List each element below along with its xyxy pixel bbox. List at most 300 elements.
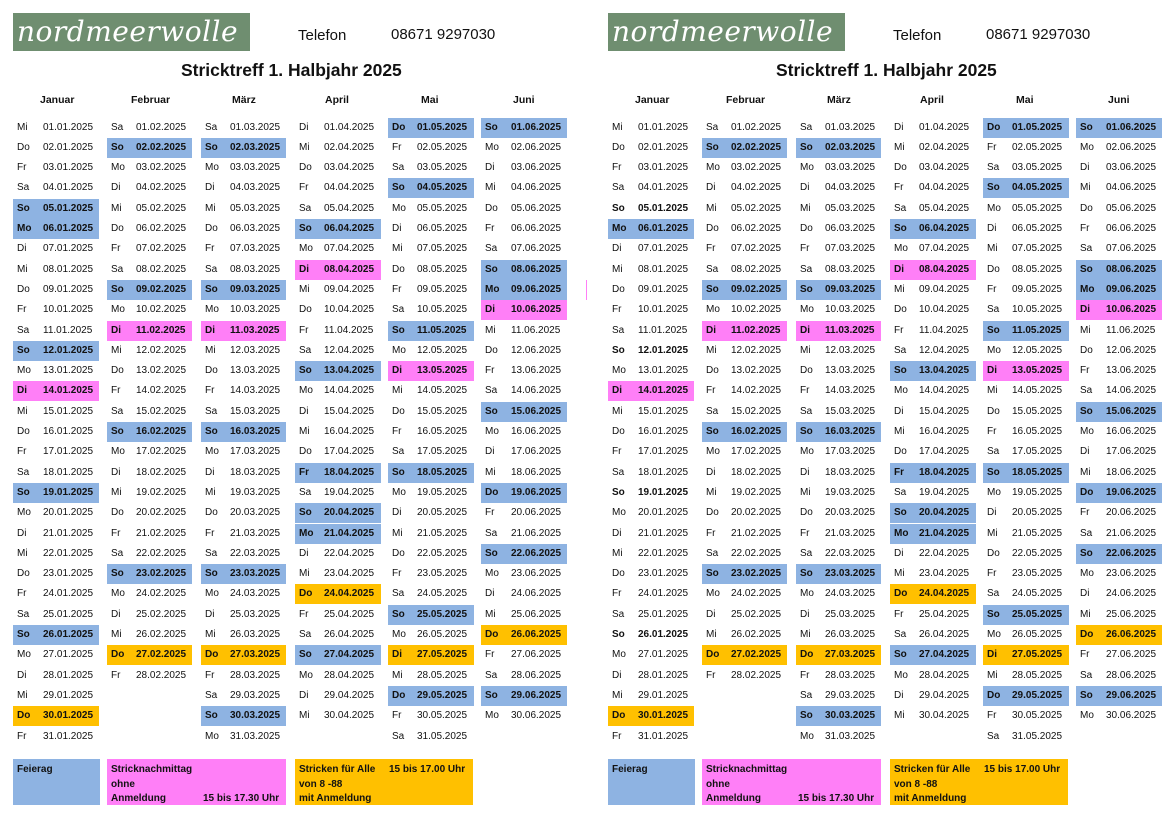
weekday: Mo [1080,710,1094,722]
legend-stricken-time: 15 bis 17.00 Uhr [984,764,1061,775]
calendar-day [608,463,694,483]
calendar-day [481,321,567,341]
date: 13.03.2025 [825,365,876,377]
calendar-day [890,321,976,341]
weekday: Mo [987,344,1001,356]
date: 16.02.2025 [731,426,782,437]
date: 16.01.2025 [43,426,94,437]
date: 02.06.2025 [511,141,562,153]
calendar-day [388,422,474,442]
calendar-day [890,118,976,138]
weekday: So [392,608,405,620]
calendar-day [481,341,567,361]
weekday: Di [800,182,810,194]
weekday: Mi [17,689,28,701]
weekday: Do [894,304,907,316]
calendar-day [702,219,787,239]
calendar-day [295,422,381,442]
calendar-day [13,584,99,604]
date: 16.04.2025 [324,426,375,437]
calendar-day [201,524,286,544]
calendar-day [796,260,881,280]
calendar-day [983,341,1069,361]
weekday: So [706,141,719,153]
calendar-day [201,118,286,138]
date: 08.02.2025 [136,263,187,275]
weekday: Sa [894,486,907,498]
calendar-day [890,584,976,604]
date: 20.04.2025 [919,507,970,519]
calendar-day [796,158,881,178]
date: 11.04.2025 [919,324,969,336]
weekday: Fr [987,141,997,153]
calendar-day [107,239,192,259]
weekday: Mi [800,344,811,356]
calendar-day [796,118,881,138]
weekday: So [111,141,124,153]
date: 27.03.2025 [230,649,281,661]
weekday: So [612,486,625,498]
date: 05.06.2025 [511,202,562,214]
weekday: So [987,466,1000,478]
date: 27.01.2025 [638,649,689,661]
date: 04.01.2025 [43,182,94,194]
calendar-day [1076,158,1162,178]
weekday: Sa [612,466,625,478]
date: 24.04.2025 [919,588,970,600]
date: 29.05.2025 [417,689,468,701]
date: 29.03.2025 [825,689,876,701]
weekday: Fr [612,588,622,600]
weekday: Mi [299,568,310,580]
weekday: Do [17,710,31,722]
calendar-day [796,645,881,665]
month-header: Februar [131,94,171,106]
month-header: Juni [1108,94,1130,106]
date: 08.06.2025 [1106,263,1157,275]
weekday: Mi [299,141,310,153]
date: 15.02.2025 [136,405,187,417]
calendar-day [983,544,1069,564]
weekday: So [987,608,1000,620]
calendar-day [890,503,976,523]
calendar-day [608,199,694,219]
calendar-day [983,645,1069,665]
date: 15.01.2025 [638,405,689,417]
date: 04.05.2025 [1012,182,1063,194]
weekday: Fr [987,426,997,437]
weekday: Sa [111,121,124,133]
calendar-day [796,321,881,341]
calendar-day [702,564,787,584]
date: 11.01.2025 [638,324,688,336]
calendar-day [295,239,381,259]
calendar-day [201,158,286,178]
date: 21.04.2025 [919,527,970,539]
date: 02.01.2025 [43,141,94,153]
date: 23.05.2025 [1012,568,1063,580]
calendar-day [295,645,381,665]
weekday: So [299,223,312,234]
calendar-day [201,564,286,584]
date: 21.06.2025 [511,527,562,539]
date: 19.01.2025 [638,486,689,498]
weekday: Sa [299,344,312,356]
weekday: Do [392,263,405,275]
date: 06.01.2025 [638,223,689,234]
calendar-day [388,280,474,300]
weekday: Fr [987,710,997,722]
weekday: Mo [485,141,499,153]
weekday: Do [612,710,626,722]
date: 27.06.2025 [511,649,562,661]
calendar-day [107,625,192,645]
weekday: Di [987,649,997,661]
weekday: Di [299,405,309,417]
calendar-day [608,666,694,686]
calendar-day [983,584,1069,604]
weekday: Fr [894,608,904,620]
weekday: Di [485,162,495,174]
date: 18.05.2025 [1012,466,1063,478]
calendar-day [107,483,192,503]
date: 28.04.2025 [919,669,970,681]
weekday: Mo [987,486,1001,498]
date: 05.03.2025 [825,202,876,214]
weekday: Do [392,121,406,133]
calendar-day [295,503,381,523]
weekday: Do [894,446,907,458]
calendar-day [481,503,567,523]
weekday: Do [17,141,30,153]
calendar-day [608,564,694,584]
weekday: Mo [17,507,31,519]
weekday: Di [17,527,27,539]
weekday: Mi [17,547,28,559]
phone-label: Telefon [298,27,347,44]
calendar-day [107,666,192,686]
weekday: Mo [111,588,125,600]
date: 27.04.2025 [324,649,375,661]
weekday: Mi [392,243,403,255]
date: 06.02.2025 [731,223,782,234]
calendar-day [796,381,881,401]
weekday: Fr [894,466,904,478]
date: 11.04.2025 [324,324,374,336]
date: 05.05.2025 [417,202,468,214]
date: 23.03.2025 [825,568,876,580]
month-header: März [827,94,851,106]
date: 09.04.2025 [919,283,970,295]
date: 23.06.2025 [1106,568,1157,580]
calendar-day [890,402,976,422]
calendar-day [13,178,99,198]
date: 14.05.2025 [417,385,468,397]
date: 23.01.2025 [43,568,94,580]
date: 03.03.2025 [230,162,281,174]
weekday: Fr [299,608,309,620]
date: 02.02.2025 [731,141,782,153]
weekday: So [392,324,405,336]
legend-stricken-label [894,763,970,807]
weekday: So [17,202,30,214]
date: 15.01.2025 [43,405,94,417]
weekday: So [485,547,498,559]
date: 12.01.2025 [638,344,689,356]
date: 14.06.2025 [1106,385,1157,397]
calendar-day [13,564,99,584]
calendar-day [983,524,1069,544]
weekday: Fr [1080,223,1090,234]
calendar-day [13,341,99,361]
weekday: Sa [299,202,312,214]
weekday: Mi [485,324,496,336]
weekday: Di [17,385,27,397]
date: 29.03.2025 [230,689,281,701]
calendar-day [107,280,192,300]
date: 03.06.2025 [1106,162,1157,174]
date: 10.03.2025 [825,304,876,316]
date: 11.06.2025 [511,324,561,336]
weekday: Mo [299,385,313,397]
date: 15.05.2025 [1012,405,1063,417]
date: 06.05.2025 [1012,223,1063,234]
calendar-day [107,645,192,665]
date: 25.06.2025 [1106,608,1157,620]
calendar-day [1076,402,1162,422]
calendar-day [388,584,474,604]
date: 08.03.2025 [825,263,876,275]
weekday: Fr [17,588,27,600]
weekday: Do [392,689,406,701]
weekday: Mo [800,304,814,316]
date: 21.02.2025 [136,527,187,539]
weekday: Do [485,629,499,640]
date: 01.06.2025 [1106,121,1157,133]
weekday: Do [987,121,1001,133]
date: 31.03.2025 [825,730,876,742]
date: 16.06.2025 [511,426,562,437]
weekday: Fr [894,324,904,336]
date: 17.06.2025 [1106,446,1157,458]
calendar-day [107,381,192,401]
weekday: Mi [706,344,717,356]
calendar-day [796,666,881,686]
date: 20.03.2025 [230,507,281,519]
date: 30.06.2025 [1106,710,1157,722]
weekday: Do [1080,344,1093,356]
weekday: Mo [800,730,814,742]
date: 25.01.2025 [43,608,94,620]
weekday: Mo [894,527,909,539]
weekday: Di [1080,162,1090,174]
calendar-day [107,178,192,198]
date: 25.03.2025 [825,608,876,620]
weekday: Di [1080,446,1090,458]
weekday: Mo [485,568,499,580]
weekday: Mo [1080,426,1094,437]
weekday: Fr [612,730,622,742]
calendar-day [295,219,381,239]
date: 24.02.2025 [136,588,187,600]
calendar-day [107,503,192,523]
weekday: Mi [17,121,28,133]
calendar-day [388,381,474,401]
weekday: So [894,649,907,661]
calendar-day [702,584,787,604]
weekday: Mi [987,385,998,397]
weekday: Di [205,466,215,478]
weekday: So [17,629,30,640]
date: 13.03.2025 [230,365,281,377]
calendar-day [796,361,881,381]
weekday: Mo [987,202,1001,214]
calendar-day [702,178,787,198]
date: 27.02.2025 [731,649,782,661]
calendar-day [608,381,694,401]
date: 01.01.2025 [43,121,94,133]
legend-line: Anmeldung [706,793,761,804]
date: 07.03.2025 [230,243,281,255]
weekday: Di [894,263,904,275]
calendar-day [796,402,881,422]
date: 28.05.2025 [417,669,468,681]
weekday: Sa [299,629,312,640]
calendar-day [1076,381,1162,401]
weekday: Do [111,365,124,377]
date: 24.03.2025 [230,588,281,600]
date: 07.02.2025 [731,243,782,255]
date: 02.01.2025 [638,141,689,153]
calendar-day [388,300,474,320]
weekday: Sa [205,405,218,417]
calendar-day [608,727,694,747]
date: 11.02.2025 [731,324,781,336]
calendar-day [13,422,99,442]
calendar-day [983,300,1069,320]
weekday: Do [485,344,498,356]
calendar-day [702,158,787,178]
weekday: Mo [111,304,125,316]
date: 01.05.2025 [417,121,468,133]
date: 21.06.2025 [1106,527,1157,539]
date: 21.01.2025 [43,527,94,539]
weekday: Sa [894,202,907,214]
calendar-day [201,544,286,564]
calendar-day [796,341,881,361]
date: 04.01.2025 [638,182,689,194]
calendar-day [890,544,976,564]
date: 04.06.2025 [511,182,562,194]
calendar-day [107,402,192,422]
weekday: So [987,182,1000,194]
calendar-day [608,686,694,706]
weekday: Mo [205,588,219,600]
weekday: Mi [111,202,122,214]
weekday: Do [1080,629,1094,640]
weekday: Do [894,162,907,174]
calendar-day [295,706,381,726]
calendar-day [13,666,99,686]
weekday: Mo [17,365,31,377]
date: 01.04.2025 [919,121,970,133]
calendar-day [608,239,694,259]
date: 09.05.2025 [417,283,468,295]
date: 15.03.2025 [825,405,876,417]
weekday: Sa [17,466,30,478]
date: 09.06.2025 [1106,283,1157,295]
calendar-day [796,605,881,625]
weekday: Mo [706,446,720,458]
date: 01.01.2025 [638,121,689,133]
date: 26.06.2025 [1106,629,1157,640]
date: 23.05.2025 [417,568,468,580]
calendar-day [388,260,474,280]
weekday: Fr [1080,507,1090,519]
weekday: Do [299,446,312,458]
date: 06.02.2025 [136,223,187,234]
date: 14.03.2025 [230,385,281,397]
date: 23.02.2025 [731,568,782,580]
date: 29.01.2025 [638,689,689,701]
weekday: Do [800,365,813,377]
date: 30.04.2025 [324,710,375,722]
weekday: Fr [392,426,402,437]
calendar-day [13,118,99,138]
date: 22.03.2025 [230,547,281,559]
weekday: Di [392,223,402,234]
weekday: So [17,344,30,356]
date: 31.05.2025 [417,730,468,742]
calendar-day [608,422,694,442]
weekday: Sa [392,588,405,600]
calendar-day [796,503,881,523]
calendar-day [1076,544,1162,564]
date: 31.01.2025 [43,730,94,742]
date: 05.02.2025 [731,202,782,214]
date: 13.05.2025 [1012,365,1063,377]
weekday: Di [612,527,622,539]
calendar-day [295,260,381,280]
weekday: Mo [987,629,1001,640]
calendar-day [107,605,192,625]
weekday: Fr [205,669,215,681]
calendar-day [890,178,976,198]
weekday: Fr [111,669,121,681]
date: 17.01.2025 [43,446,94,458]
weekday: Do [17,568,30,580]
calendar-day [702,503,787,523]
weekday: So [1080,405,1093,417]
date: 28.06.2025 [1106,669,1157,681]
weekday: Do [1080,202,1093,214]
weekday: So [205,141,218,153]
date: 13.01.2025 [638,365,689,377]
month-header: Juni [513,94,535,106]
date: 11.03.2025 [825,324,875,336]
weekday: Do [392,547,405,559]
calendar-day [13,442,99,462]
weekday: So [894,365,907,377]
weekday: Do [706,649,720,661]
weekday: Do [205,223,218,234]
date: 21.01.2025 [638,527,689,539]
calendar-day [295,666,381,686]
date: 20.06.2025 [1106,507,1157,519]
calendar-day [1076,219,1162,239]
calendar-day [1076,341,1162,361]
calendar-day [388,463,474,483]
